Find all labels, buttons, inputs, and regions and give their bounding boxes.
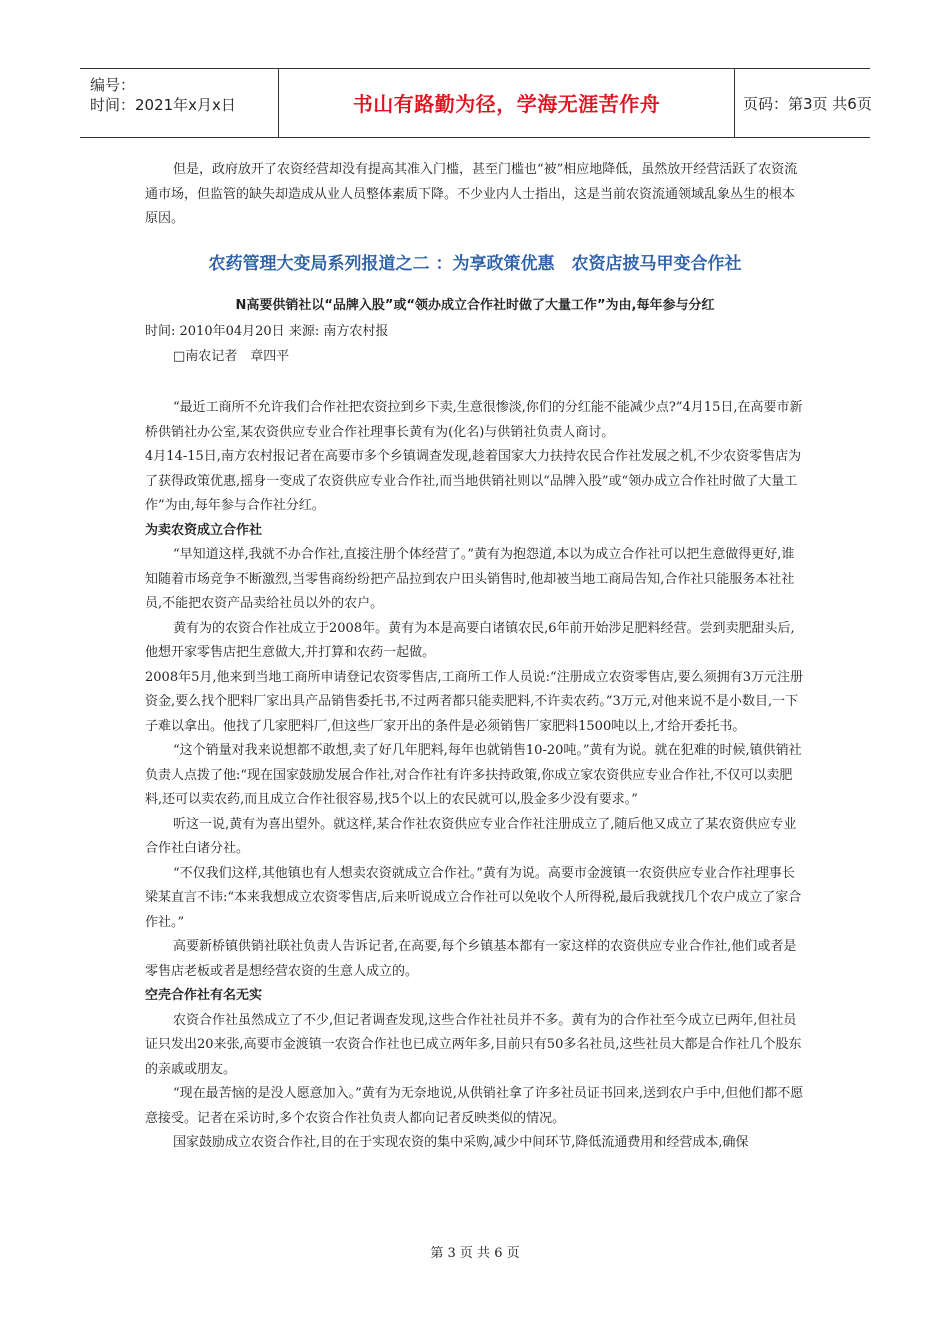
body-paragraph: 农资合作社虽然成立了不少,但记者调查发现,这些合作社社员并不多。黄有为的合作社至今成立已两年,但社员证只发出20来张,高要市金渡镇一农资合作社也已成立两年多,目前只有50多名社员,这些社员大都是合作社几个股东的亲戚或朋友。 (145, 1012, 802, 1077)
body-paragraph: “不仅我们这样,其他镇也有人想卖农资就成立合作社。”黄有为说。高要市金渡镇一农资供应专业合作社理事长梁某直言不讳:“本来我想成立农资零售店,后来听说成立合作社可以免收个人所得税,最后我就找几个农户成立了家合作社。” (145, 865, 802, 930)
article-reporter: □南农记者 章四平 (173, 348, 290, 364)
body-paragraph: 听这一说,黄有为喜出望外。就这样,某合作社农资供应专业合作社注册成立了,随后他又成立了某农资供应专业合作社白诸分社。 (145, 816, 797, 856)
article-subtitle: N高要供销社以“品牌入股”或“领办成立合作社时做了大量工作”为由,每年参与分红 (235, 298, 715, 313)
body-paragraph: “现在最苦恼的是没人愿意加入。”黄有为无奈地说,从供销社拿了许多社员证书回来,送到农户手中,但他们都不愿意接受。记者在采访时,多个农资合作社负责人都向记者反映类似的情况。 (145, 1086, 804, 1126)
body-paragraph: “这个销量对我来说想都不敢想,卖了好几年肥料,每年也就销售10-20吨。”黄有为说。就在犯难的时候,镇供销社负责人点拨了他:“现在国家鼓励发展合作社,对合作社有许多扶持政策,你成立家农资供应专业合作社,不仅可以卖肥料,还可以卖农药,而且成立合作社很容易,找5个以上的农民就可以,股金多少没有要求。” (145, 743, 802, 807)
body-paragraph: “最近工商所不允许我们合作社把农资拉到乡下卖,生意很惨淡,你们的分红能不能减少点?”4月15日,在高要市新桥供销社办公室,某农资供应专业合作社理事长黄有为(化名)与供销社负责人商讨。 (145, 400, 803, 440)
body-paragraph: 国家鼓励成立农资合作社,目的在于实现农资的集中采购,减少中间环节,降低流通费用和经营成本,确保 (173, 1135, 749, 1150)
body-paragraph: 2008年5月,他来到当地工商所申请登记农资零售店,工商所工作人员说:“注册成立农资零售店,要么须拥有3万元注册资金,要么找个肥料厂家出具产品销售委托书,不过两者都只能卖肥料,不许卖农药。”3万元,对他来说不是小数目,一下子难以拿出。他找了几家肥料厂,但这些厂家开出的条件是必须销售厂家肥料1500吨以上,才给开委托书。 (145, 669, 804, 734)
body-paragraph: 4月14-15日,南方农村报记者在高要市多个乡镇调查发现,趁着国家大力扶持农民合作社发展之机,不少农资零售店为了获得政策优惠,摇身一变成了农资供应专业合作社,而当地供销社则以“品牌入股”或“领办成立合作社时做了大量工作”为由,每年参与合作社分红。 (145, 449, 802, 513)
body-paragraph: 黄有为的农资合作社成立于2008年。黄有为本是高要白诸镇农民,6年前开始涉足肥料经营。尝到卖肥甜头后,他想开家零售店把生意做大,并打算和农药一起做。 (145, 620, 795, 660)
header-page-label: 页码：第3页 共6页 (743, 95, 872, 113)
intro-block (145, 158, 805, 232)
section-heading: 为卖农资成立合作社 (145, 522, 263, 538)
page-footer: 第 3 页 共 6 页 (430, 1246, 520, 1261)
article-body (145, 396, 805, 1156)
intro-paragraph: 但是，政府放开了农资经营却没有提高其准入门槛，甚至门槛也“被”相应地降低，虽然放开经营活跃了农资流通市场，但监管的缺失却造成从业人员整体素质下降。不少业内人士指出，这是当前农资流通领域乱象丛生的根本原因。 (145, 162, 798, 226)
section-heading: 空壳合作社有名无实 (145, 988, 263, 1003)
article-meta: 时间: 2010年04月20日 来源: 南方农村报 (145, 324, 389, 339)
document-number-label: 编号： (90, 76, 136, 94)
header-motto: 书山有路勤为径，学海无涯苦作舟 (279, 69, 735, 137)
article-title: 农药管理大变局系列报道之二 ：为享政策优惠 农资店披马甲变合作社 (208, 254, 742, 274)
body-paragraph: “早知道这样,我就不办合作社,直接注册个体经营了。”黄有为抱怨道,本以为成立合作社可以把生意做得更好,谁知随着市场竞争不断激烈,当零售商纷纷把产品拉到农户田头销售时,他却被当地工商局告知,合作社只能服务本社社员,不能把农资产品卖给社员以外的农户。 (145, 547, 795, 611)
document-time-label: 时间：2021年x月x日 (90, 96, 236, 114)
header-meta-cell (80, 69, 279, 137)
body-paragraph: 高要新桥镇供销社联社负责人告诉记者,在高要,每个乡镇基本都有一家这样的农资供应专业合作社,他们或者是零售店老板或者是想经营农资的生意人成立的。 (145, 939, 797, 979)
article-meta-block (145, 320, 805, 369)
page-header (80, 68, 870, 138)
